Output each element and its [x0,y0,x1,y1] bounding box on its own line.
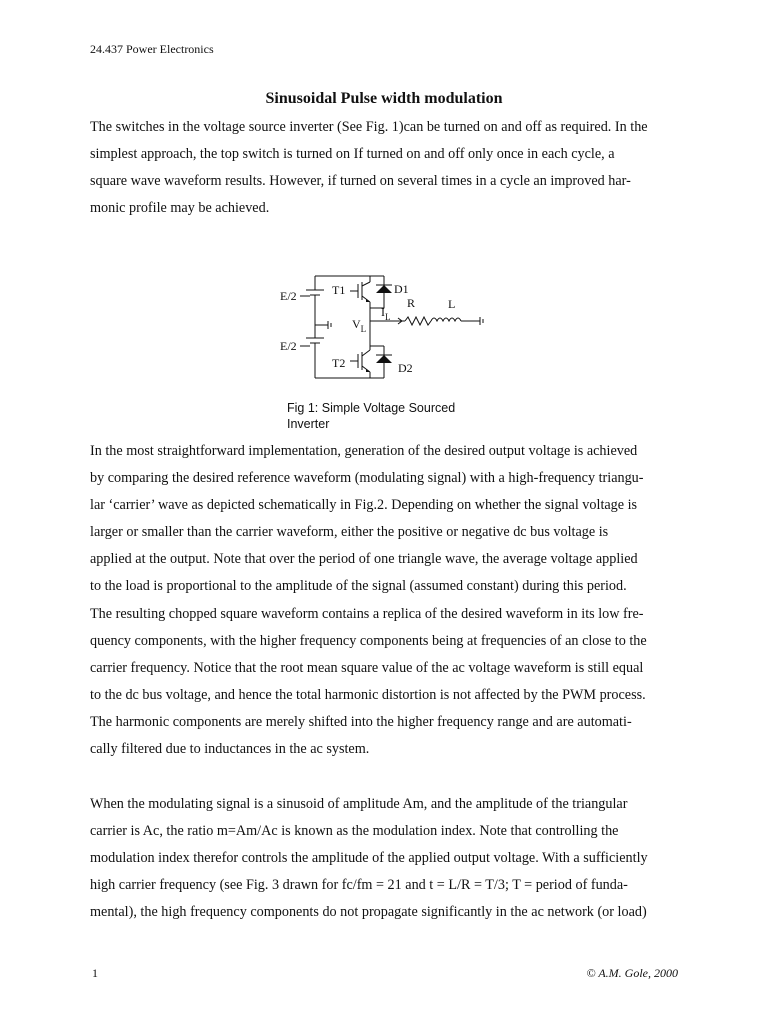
diode-d1-label: D1 [394,282,409,296]
text-line: high carrier frequency (see Fig. 3 drawn for fc/fm = 21 and t = L/R = T/3; T = period of funda- [90,877,628,894]
paragraph-modulation-index [90,791,680,926]
load-voltage-symbol: V [352,317,361,331]
load-current-subscript: L [385,312,391,322]
text-line: applied at the output. Note that over the period of one triangle wave, the average voltage applied [90,551,638,568]
paragraph-intro [90,114,680,222]
text-line: to the dc bus voltage, and hence the total harmonic distortion is not affected by the PWM process. [90,686,646,703]
text-line: modulation index therefor controls the amplitude of the applied output voltage. With a sufficiently [90,850,648,867]
load-voltage-subscript: L [360,324,367,334]
text-line: larger or smaller than the carrier waveform, either the positive or negative dc bus voltage is [90,524,609,541]
source-bottom-label: E/2 [280,339,297,353]
circuit-diagram [270,268,510,388]
page-number: 1 [92,966,98,980]
figure-caption [287,400,497,432]
paragraph-implementation [90,438,680,763]
inverter-circuit-figure [270,268,510,388]
source-top-label: E/2 [280,289,297,303]
load-current-label [381,305,391,322]
text-line: The resulting chopped square waveform contains a replica of the desired waveform in its low fre- [90,605,644,622]
inductor-label: L [448,297,456,311]
text-line: lar ‘carrier’ wave as depicted schematically in Fig.2. Depending on whether the signal voltage is [90,497,638,514]
switch-t2-label: T2 [332,356,346,370]
copyright-notice: © A.M. Gole, 2000 [586,966,678,980]
text-line: to the load is proportional to the amplitude of the signal (assumed constant) during this period. [90,578,627,595]
text-line: mental), the high frequency components do not propagate significantly in the ac network (or load) [90,904,647,921]
section-title: Sinusoidal Pulse width modulation [265,90,503,107]
text-line: square wave waveform results. However, if turned on several times in a cycle an improved har- [90,173,631,190]
text-line: carrier frequency. Notice that the root mean square value of the ac voltage waveform is still equal [90,659,644,676]
text-line: The harmonic components are merely shifted into the higher frequency range and are automati- [90,713,632,730]
caption-line: Inverter [287,417,330,431]
load-current-symbol: I [381,305,385,319]
load-voltage-label [352,317,366,334]
text-line: The switches in the voltage source inverter (See Fig. 1)can be turned on and off as required. In the [90,119,648,135]
resistor-label: R [407,296,416,310]
text-line: monic profile may be achieved. [90,200,270,217]
caption-line: Fig 1: Simple Voltage Sourced [287,401,456,415]
text-line: cally filtered due to inductances in the ac system. [90,741,370,758]
text-line: quency components, with the higher frequency components being at frequencies of an close to the [90,632,647,649]
text-line: When the modulating signal is a sinusoid of amplitude Am, and the amplitude of the triangular [90,796,628,812]
diode-d2-icon [376,355,392,363]
diode-d1-icon [376,285,392,293]
text-line: In the most straightforward implementation, generation of the desired output voltage is achieved [90,443,638,459]
text-line: by comparing the desired reference waveform (modulating signal) with a high-frequency triangu- [90,470,644,487]
text-line: simplest approach, the top switch is turned on If turned on and off only once in each cycle, a [90,146,615,163]
switch-t1-label: T1 [332,283,346,297]
diode-d2-label: D2 [398,361,413,375]
text-line: carrier is Ac, the ratio m=Am/Ac is known as the modulation index. Note that controlling the [90,823,619,840]
running-header: 24.437 Power Electronics [90,42,214,56]
